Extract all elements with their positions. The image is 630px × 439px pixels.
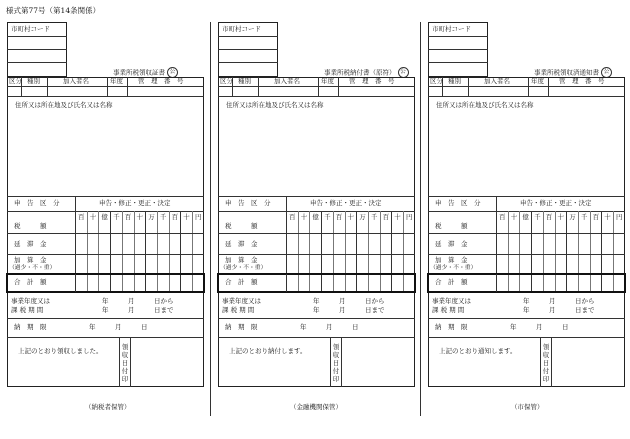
receipt-date-seal-label: 領収日付印 — [332, 343, 340, 383]
row-total: 合 計 額 — [225, 278, 258, 286]
digit-header-cell: 億 — [101, 213, 108, 221]
header-management-no: 管 理 番 号 — [138, 77, 184, 85]
municipality-code-label: 市町村コード — [11, 25, 50, 33]
row-tax-amount: 税 額 — [14, 222, 47, 230]
header-year: 年度 — [531, 77, 544, 85]
row-additional-tax: 加 算 金 — [225, 256, 258, 264]
doc-title: 事業所税領収証書 公 — [113, 67, 178, 78]
row-additional-tax: 加 算 金 — [14, 256, 47, 264]
digit-header-cell: 千 — [370, 213, 378, 221]
digit-header-cell: 万 — [359, 213, 366, 221]
row-late-fee: 延 滞 金 — [225, 240, 258, 248]
declaration-label: 申 告 区 分 — [14, 199, 60, 207]
digit-header-cell: 十 — [89, 213, 97, 221]
row-additional-tax: 加 算 金 — [435, 256, 468, 264]
digit-header-cell: 千 — [534, 213, 541, 221]
row-late-fee: 延 滞 金 — [14, 240, 47, 248]
panel-footer: （市保管） — [511, 403, 544, 411]
row-total: 合 計 額 — [435, 278, 468, 286]
header-kubun: 区分 — [220, 77, 233, 85]
digit-header-cell: 万 — [148, 213, 155, 221]
address-label: 住所又は所在地及び氏名又は名称 — [226, 101, 324, 109]
row-late-fee: 延 滞 金 — [435, 240, 468, 248]
digit-header-cell: 百 — [499, 213, 506, 221]
declaration-value: 申告・修正・更正・決定 — [520, 199, 592, 207]
digit-header-cell: 十 — [300, 213, 308, 221]
panel-divider — [420, 22, 421, 416]
digit-header-cell: 十 — [183, 213, 190, 221]
address-label: 住所又は所在地及び氏名又は名称 — [15, 101, 113, 109]
address-label: 住所又は所在地及び氏名又は名称 — [436, 101, 534, 109]
deadline-value: 年 月 日 — [510, 323, 569, 331]
digit-header-cell: 百 — [289, 213, 296, 221]
note-text: 上記のとおり通知します。 — [439, 347, 517, 355]
note-text: 上記のとおり納付します。 — [229, 347, 307, 355]
period-label-2: 課 税 期 間 — [432, 306, 465, 314]
digit-header-cell: 百 — [124, 213, 132, 221]
doc-title: 事業所税領収済通知書 公 — [534, 67, 612, 78]
digit-header-cell: 円 — [406, 213, 413, 221]
digit-header-cell: 十 — [136, 213, 143, 221]
deadline-label: 納 期 限 — [225, 323, 258, 331]
form-frame — [7, 77, 204, 387]
digit-header-cell: 億 — [522, 213, 529, 221]
digit-header-cell: 十 — [510, 213, 518, 221]
row-tax-amount: 税 額 — [225, 222, 258, 230]
panel-divider — [210, 22, 211, 416]
row-total: 合 計 額 — [14, 278, 47, 286]
form-title: 様式第77号（第14条関係） — [6, 6, 101, 15]
header-shubetsu: 種別 — [27, 77, 40, 85]
doc-title: 事業所税納付書（原符） 公 — [324, 67, 409, 78]
public-stamp: 公 — [601, 67, 612, 78]
row-tax-amount: 税 額 — [435, 222, 468, 230]
header-year: 年度 — [321, 77, 334, 85]
header-shubetsu: 種別 — [448, 77, 461, 85]
public-stamp: 公 — [167, 67, 178, 78]
header-kubun: 区分 — [9, 77, 22, 85]
digit-header-cell: 億 — [312, 213, 319, 221]
digit-header-cell: 百 — [382, 213, 390, 221]
panel-footer: （金融機関保管） — [290, 403, 342, 411]
deadline-label: 納 期 限 — [435, 323, 468, 331]
header-subscriber: 加入者名 — [63, 77, 89, 85]
digit-header-cell: 十 — [347, 213, 354, 221]
period-to: 年 月 日まで — [102, 306, 174, 314]
digit-header-cell: 百 — [78, 213, 85, 221]
receipt-date-seal-label: 領収日付印 — [542, 343, 550, 383]
digit-header-cell: 百 — [171, 213, 179, 221]
form-panel — [218, 0, 415, 439]
digit-header-cell: 円 — [195, 213, 202, 221]
form-frame — [428, 77, 625, 387]
header-subscriber: 加入者名 — [484, 77, 510, 85]
row-additional-tax-detail: （過少・不・重） — [9, 265, 56, 271]
period-label-1: 事業年度又は — [11, 297, 50, 305]
header-management-no: 管 理 番 号 — [349, 77, 395, 85]
digit-header-cell: 百 — [545, 213, 553, 221]
period-label-2: 課 税 期 間 — [11, 306, 44, 314]
receipt-date-seal-label: 領収日付印 — [121, 343, 129, 383]
row-additional-tax-detail: （過少・不・重） — [430, 265, 477, 271]
period-label-1: 事業年度又は — [222, 297, 261, 305]
digit-header-cell: 円 — [616, 213, 623, 221]
public-stamp: 公 — [398, 67, 409, 78]
period-to: 年 月 日まで — [523, 306, 595, 314]
digit-header-cell: 百 — [592, 213, 600, 221]
digit-header-cell: 十 — [394, 213, 401, 221]
declaration-value: 申告・修正・更正・決定 — [310, 199, 382, 207]
form-panel — [7, 0, 204, 439]
period-to: 年 月 日まで — [313, 306, 385, 314]
digit-header-cell: 百 — [335, 213, 343, 221]
digit-header-cell: 千 — [324, 213, 331, 221]
row-additional-tax-detail: （過少・不・重） — [220, 265, 267, 271]
digit-header-cell: 万 — [569, 213, 576, 221]
period-from: 年 月 日から — [313, 297, 385, 305]
deadline-value: 年 月 日 — [300, 323, 359, 331]
header-kubun: 区分 — [430, 77, 443, 85]
declaration-value: 申告・修正・更正・決定 — [99, 199, 171, 207]
period-label-1: 事業年度又は — [432, 297, 471, 305]
digit-header-cell: 千 — [113, 213, 120, 221]
period-from: 年 月 日から — [102, 297, 174, 305]
period-from: 年 月 日から — [523, 297, 595, 305]
municipality-code-label: 市町村コード — [222, 25, 261, 33]
digit-header-cell: 千 — [159, 213, 167, 221]
header-year: 年度 — [110, 77, 123, 85]
digit-header-cell: 千 — [580, 213, 588, 221]
header-shubetsu: 種別 — [238, 77, 251, 85]
deadline-value: 年 月 日 — [89, 323, 148, 331]
form-frame — [218, 77, 415, 387]
header-subscriber: 加入者名 — [274, 77, 300, 85]
digit-header-cell: 十 — [557, 213, 564, 221]
note-text: 上記のとおり領収しました。 — [18, 347, 103, 355]
panel-footer: （納税者保管） — [85, 403, 131, 411]
digit-header-cell: 十 — [604, 213, 611, 221]
form-panel — [428, 0, 625, 439]
municipality-code-label: 市町村コード — [432, 25, 471, 33]
header-management-no: 管 理 番 号 — [559, 77, 605, 85]
deadline-label: 納 期 限 — [14, 323, 47, 331]
period-label-2: 課 税 期 間 — [222, 306, 255, 314]
declaration-label: 申 告 区 分 — [225, 199, 271, 207]
declaration-label: 申 告 区 分 — [435, 199, 481, 207]
